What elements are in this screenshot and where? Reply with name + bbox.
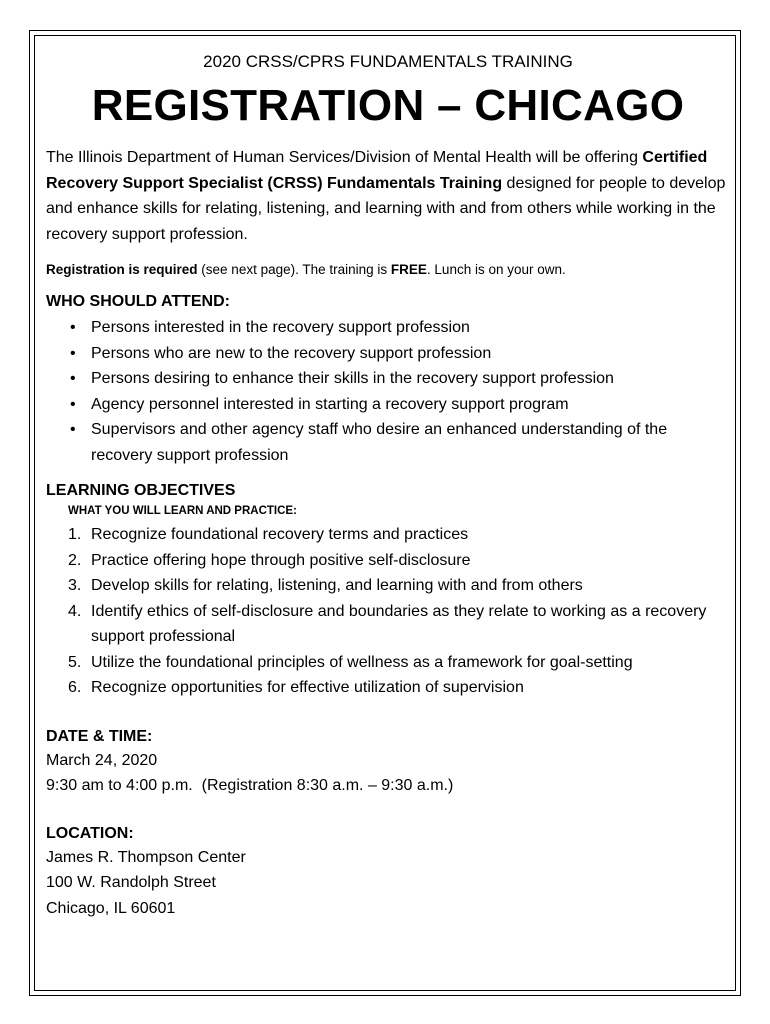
event-date: March 24, 2020 bbox=[46, 751, 158, 769]
event-time: 9:30 am to 4:00 p.m. (Registration 8:30 a.m. – 9:30 a.m.) bbox=[46, 777, 454, 794]
attendee-list bbox=[46, 315, 730, 468]
list-item-text: Develop skills for relating, listening, and learning with and from others bbox=[91, 577, 583, 594]
registration-free: FREE bbox=[390, 262, 427, 277]
list-item-text: Recognize opportunities for effective utilization of supervision bbox=[91, 679, 524, 696]
location-heading: LOCATION: bbox=[46, 824, 134, 842]
list-item-text: Identify ethics of self-disclosure and boundaries as they relate to working as a recovery support professional bbox=[91, 602, 707, 645]
bullet-icon: • bbox=[70, 395, 76, 413]
registration-text-1: (see next page). The training is bbox=[197, 262, 391, 277]
learning-objectives-heading: LEARNING OBJECTIVES bbox=[46, 482, 236, 499]
intro-paragraph bbox=[46, 145, 730, 247]
list-item-text: Utilize the foundational principles of wellness as a framework for goal-setting bbox=[91, 653, 633, 671]
item-number: 1. bbox=[68, 526, 82, 543]
flyer-content bbox=[46, 49, 730, 921]
list-item bbox=[46, 366, 730, 392]
list-item bbox=[46, 548, 730, 574]
list-item bbox=[46, 341, 730, 367]
item-number: 5. bbox=[68, 653, 82, 671]
list-item bbox=[46, 675, 730, 701]
list-item-text: Supervisors and other agency staff who desire an enhanced understanding of the recovery support profession bbox=[91, 421, 668, 464]
list-item bbox=[46, 650, 730, 676]
location-name: James R. Thompson Center bbox=[46, 848, 246, 866]
list-item bbox=[46, 522, 730, 548]
list-item-text: Persons interested in the recovery support profession bbox=[91, 319, 470, 336]
who-should-attend-heading: WHO SHOULD ATTEND: bbox=[46, 293, 230, 310]
bullet-icon: • bbox=[70, 319, 76, 336]
list-item bbox=[46, 599, 730, 650]
registration-required: Registration is required bbox=[46, 262, 198, 277]
location-city: Chicago, IL 60601 bbox=[46, 899, 176, 917]
list-item bbox=[46, 417, 730, 468]
intro-text-1: The Illinois Department of Human Services/Division of Mental Health will be offering bbox=[46, 149, 643, 166]
list-item bbox=[46, 392, 730, 418]
list-item-text: Practice offering hope through positive self-disclosure bbox=[91, 551, 471, 569]
item-number: 4. bbox=[68, 602, 82, 620]
registration-text-2: . Lunch is on your own. bbox=[426, 262, 566, 277]
list-item bbox=[46, 573, 730, 599]
location-street: 100 W. Randolph Street bbox=[46, 874, 216, 891]
page-title: REGISTRATION – CHICAGO bbox=[91, 81, 685, 130]
item-number: 3. bbox=[68, 577, 82, 594]
date-time-section bbox=[46, 726, 730, 799]
bullet-icon: • bbox=[70, 421, 76, 438]
item-number: 6. bbox=[68, 679, 82, 696]
list-item-text: Agency personnel interested in starting a recovery support program bbox=[91, 395, 569, 413]
bullet-icon: • bbox=[70, 344, 76, 362]
item-number: 2. bbox=[68, 551, 82, 569]
intro-bold-program: Certified Recovery Support Specialist (CRSS) Fundamentals Training bbox=[46, 149, 708, 192]
intro-text-2: designed for people to develop and enhance skills for relating, listening, and learning with and from others while working in the recovery support profession. bbox=[46, 174, 726, 243]
date-time-heading: DATE & TIME: bbox=[46, 727, 153, 745]
list-item-text: Persons who are new to the recovery support profession bbox=[91, 344, 492, 362]
who-should-attend-section bbox=[46, 291, 730, 468]
registration-note bbox=[46, 260, 730, 280]
training-subtitle: 2020 CRSS/CPRS FUNDAMENTALS TRAINING bbox=[203, 52, 573, 71]
learning-objectives-section bbox=[46, 480, 730, 701]
list-item-text: Recognize foundational recovery terms and practices bbox=[91, 526, 469, 543]
bullet-icon: • bbox=[70, 370, 76, 387]
list-item bbox=[46, 315, 730, 341]
list-item-text: Persons desiring to enhance their skills in the recovery support profession bbox=[91, 370, 614, 387]
objectives-list bbox=[46, 522, 730, 701]
learning-objectives-subheading: WHAT YOU WILL LEARN AND PRACTICE: bbox=[68, 505, 297, 517]
location-section bbox=[46, 823, 730, 922]
